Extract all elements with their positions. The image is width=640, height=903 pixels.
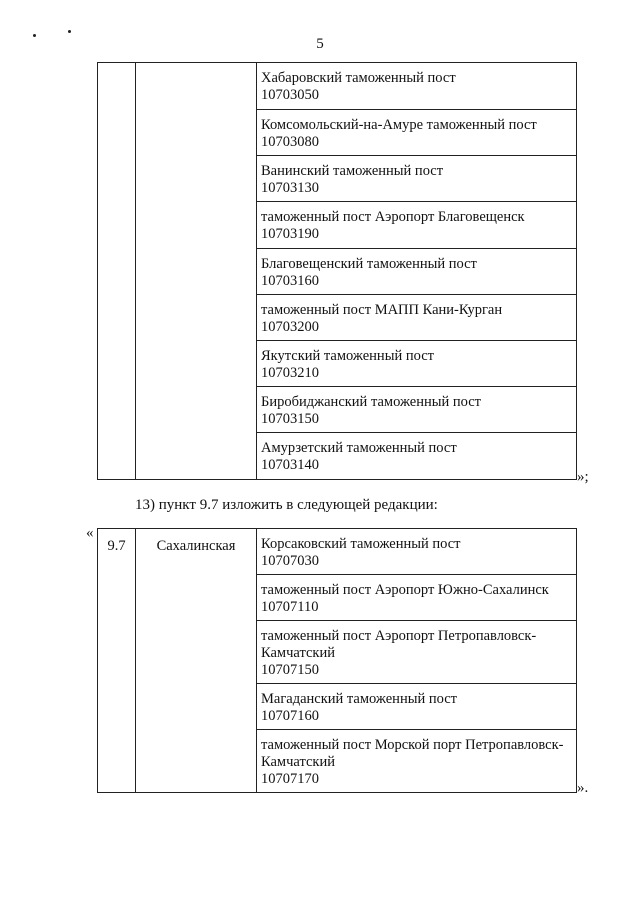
post-name: Хабаровский таможенный пост [261,70,456,86]
post-code: 10707150 [261,662,319,678]
table-row [257,341,577,387]
post-code: 10707160 [261,708,319,724]
table-row [257,249,577,295]
post-name: Магаданский таможенный пост [261,691,457,707]
table-row [257,621,577,684]
number-cell: 9.7 [98,529,136,793]
post-code: 10703160 [261,273,319,289]
table-row [257,202,577,249]
table-row [257,433,577,480]
amendment-paragraph: 13) пункт 9.7 изложить в следующей редакции: [135,497,438,513]
post-code: 10707030 [261,553,319,569]
post-name: Амурзетский таможенный пост [261,440,457,456]
table-row [257,387,577,433]
post-name: таможенный пост Аэропорт Петропавловск-Камчатский [261,628,537,661]
number-cell [98,63,136,480]
post-code: 10703150 [261,411,319,427]
scan-speck-2 [68,30,71,33]
table-row [257,684,577,730]
table-row [257,63,577,110]
post-code: 10703210 [261,365,319,381]
post-name: Корсаковский таможенный пост [261,536,461,552]
customs-posts-table-9-7 [97,528,577,793]
post-name: таможенный пост Аэропорт Благовещенск [261,209,525,225]
customs-posts-table-continued [97,62,577,480]
table-row [257,730,577,793]
table-row [257,110,577,156]
region-cell [136,63,257,480]
post-code: 10703130 [261,180,319,196]
post-code: 10703080 [261,134,319,150]
opening-quote: « [86,525,94,541]
closing-quote-2: ». [577,780,589,796]
post-code: 10707110 [261,599,319,615]
post-name: таможенный пост Морской порт Петропавловск-Камчатский [261,737,564,770]
region-cell: Сахалинская [136,529,257,793]
post-name: Якутский таможенный пост [261,348,434,364]
post-code: 10703140 [261,457,319,473]
post-code: 10703200 [261,319,319,335]
post-code: 10707170 [261,771,319,787]
table-row [257,529,577,575]
post-name: Ванинский таможенный пост [261,163,444,179]
table-row [257,575,577,621]
post-code: 10703190 [261,226,319,242]
post-name: таможенный пост Аэропорт Южно-Сахалинск [261,582,549,598]
post-name: Биробиджанский таможенный пост [261,394,482,410]
table-row [257,156,577,202]
post-name: таможенный пост МАПП Кани-Курган [261,302,503,318]
post-code: 10703050 [261,87,319,103]
post-name: Комсомольский-на-Амуре таможенный пост [261,117,537,133]
post-name: Благовещенский таможенный пост [261,256,477,272]
closing-quote-1: »; [577,469,589,485]
table-row [257,295,577,341]
page-number: 5 [316,36,324,52]
